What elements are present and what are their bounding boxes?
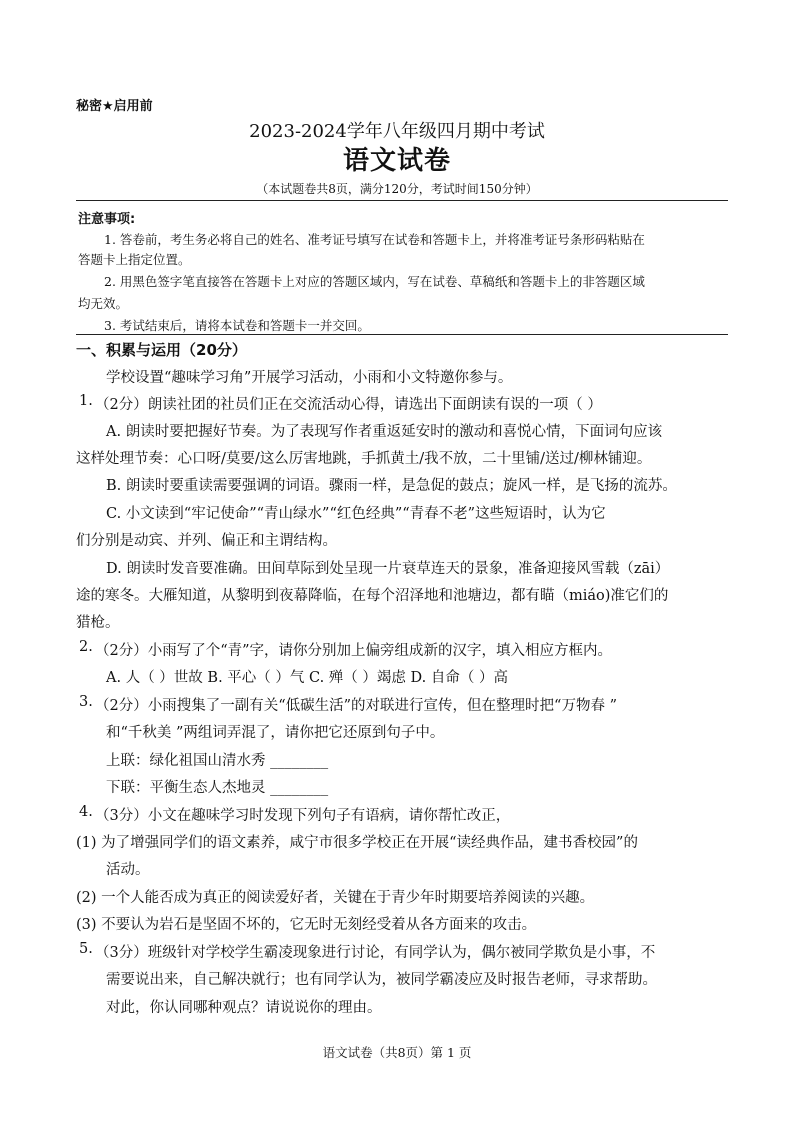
confidential-label: 秘密★启用前 [76,99,153,114]
q1-option-a-cont: 这样处理节奏：心口呀/莫要/这么厉害地跳，手抓黄土/我不放，二十里铺/送过/柳林铺迎。 [76,451,652,467]
notice-item-2: 2. 用黑色签字笔直接答在答题卡上对应的答题区域内，写在试卷、草稿纸和答题卡上的非答题区域 [104,274,645,289]
q1-number: 1. [79,393,93,409]
notice-item-1-cont: 答题卡上指定位置。 [78,252,191,267]
q2-number: 2. [79,639,93,655]
q5-number: 5. [79,941,93,957]
q1-option-d: D. 朗读时发音要准确。田间草际到处呈现一片衰草连天的景象，准备迎接风雪载（zāi） [106,561,670,577]
divider-notice [76,334,728,335]
q5-stem-cont: 需要说出来，自己解决就行；也有同学认为，被同学霸凌应及时报告老师，寻求帮助。 [106,972,657,988]
exam-title: 2023-2024学年八年级四月期中考试 [249,121,545,142]
q4-sentence-3: (3) 不要认为岩石是坚固不坏的，它无时无刻经受着从各方面来的攻击。 [76,917,537,933]
q2-options: A. 人（ ）世故 B. 平心（ ）气 C. 殚（ ）竭虑 D. 自命（ ）高 [106,670,508,686]
notice-item-3: 3. 考试结束后，请将本试卷和答题卡一并交回。 [104,318,370,333]
q3-upper-couplet: 上联：绿化祖国山清水秀 ________ [106,753,329,769]
q1-option-d-cont: 途的寒冬。大雁知道，从黎明到夜幕降临，在每个沼泽地和池塘边，都有瞄（miáo)准它们的 [76,588,669,604]
section-intro: 学校设置“趣味学习角”开展学习活动，小雨和小文特邀你参与。 [106,370,513,386]
page-footer: 语文试卷（共8页）第 1 页 [322,1045,472,1060]
q1-option-b: B. 朗读时要重读需要强调的词语。骤雨一样，是急促的鼓点；旋风一样，是飞扬的流苏。 [106,478,677,494]
q1-option-a: A. 朗读时要把握好节奏。为了表现写作者重返延安时的激动和喜悦心情，下面词句应该 [106,424,663,440]
notice-heading: 注意事项: [78,212,136,227]
q1-option-c: C. 小文读到“牢记使命”“青山绿水”“红色经典”“青春不老”这些短语时，认为它 [106,506,606,522]
divider-top [76,200,728,201]
q5-stem: （3分）班级针对学校学生霸凌现象进行讨论，有同学认为，偶尔被同学欺负是小事，不 [95,945,656,961]
q1-option-d-end: 猎枪。 [76,615,120,631]
q1-option-c-cont: 们分别是动宾、并列、偏正和主谓结构。 [76,533,337,549]
q5-stem-end: 对此，你认同哪种观点？请说说你的理由。 [106,1000,382,1016]
notice-item-2-cont: 均无效。 [78,296,129,311]
q3-lower-couplet: 下联：平衡生态人杰地灵 ________ [106,780,329,796]
q4-number: 4. [79,804,93,820]
q1-stem: （2分）朗读社团的社员们正在交流活动心得，请选出下面朗读有误的一项（ ） [95,397,602,413]
q4-sentence-1-cont: 活动。 [106,862,150,878]
q3-number: 3. [79,694,93,710]
section-heading: 一、积累与运用（20分） [76,341,247,359]
q4-sentence-2: (2) 一个人能否成为真正的阅读爱好者，关键在于青少年时期要培养阅读的兴趣。 [76,890,595,906]
q4-stem: （3分）小文在趣味学习时发现下列句子有语病，请你帮忙改正， [95,808,511,824]
q2-stem: （2分）小雨写了个“青”字，请你分别加上偏旁组成新的汉字，填入相应方框内。 [95,643,613,659]
paper-subject-title: 语文试卷 [342,146,451,176]
q3-stem-cont: 和“千秋美 ”两组词弄混了，请你把它还原到句子中。 [106,725,445,741]
q3-stem: （2分）小雨搜集了一副有关“低碳生活”的对联进行宣传，但在整理时把“万物春 ” [95,698,617,714]
exam-info: （本试题卷共8页，满分120分，考试时间150分钟） [256,182,538,196]
q4-sentence-1: (1) 为了增强同学们的语文素养，咸宁市很多学校正在开展“读经典作品，建书香校园”的 [76,835,638,851]
notice-item-1: 1. 答卷前，考生务必将自己的姓名、准考证号填写在试卷和答题卡上，并将准考证号条形码粘贴在 [104,232,645,247]
